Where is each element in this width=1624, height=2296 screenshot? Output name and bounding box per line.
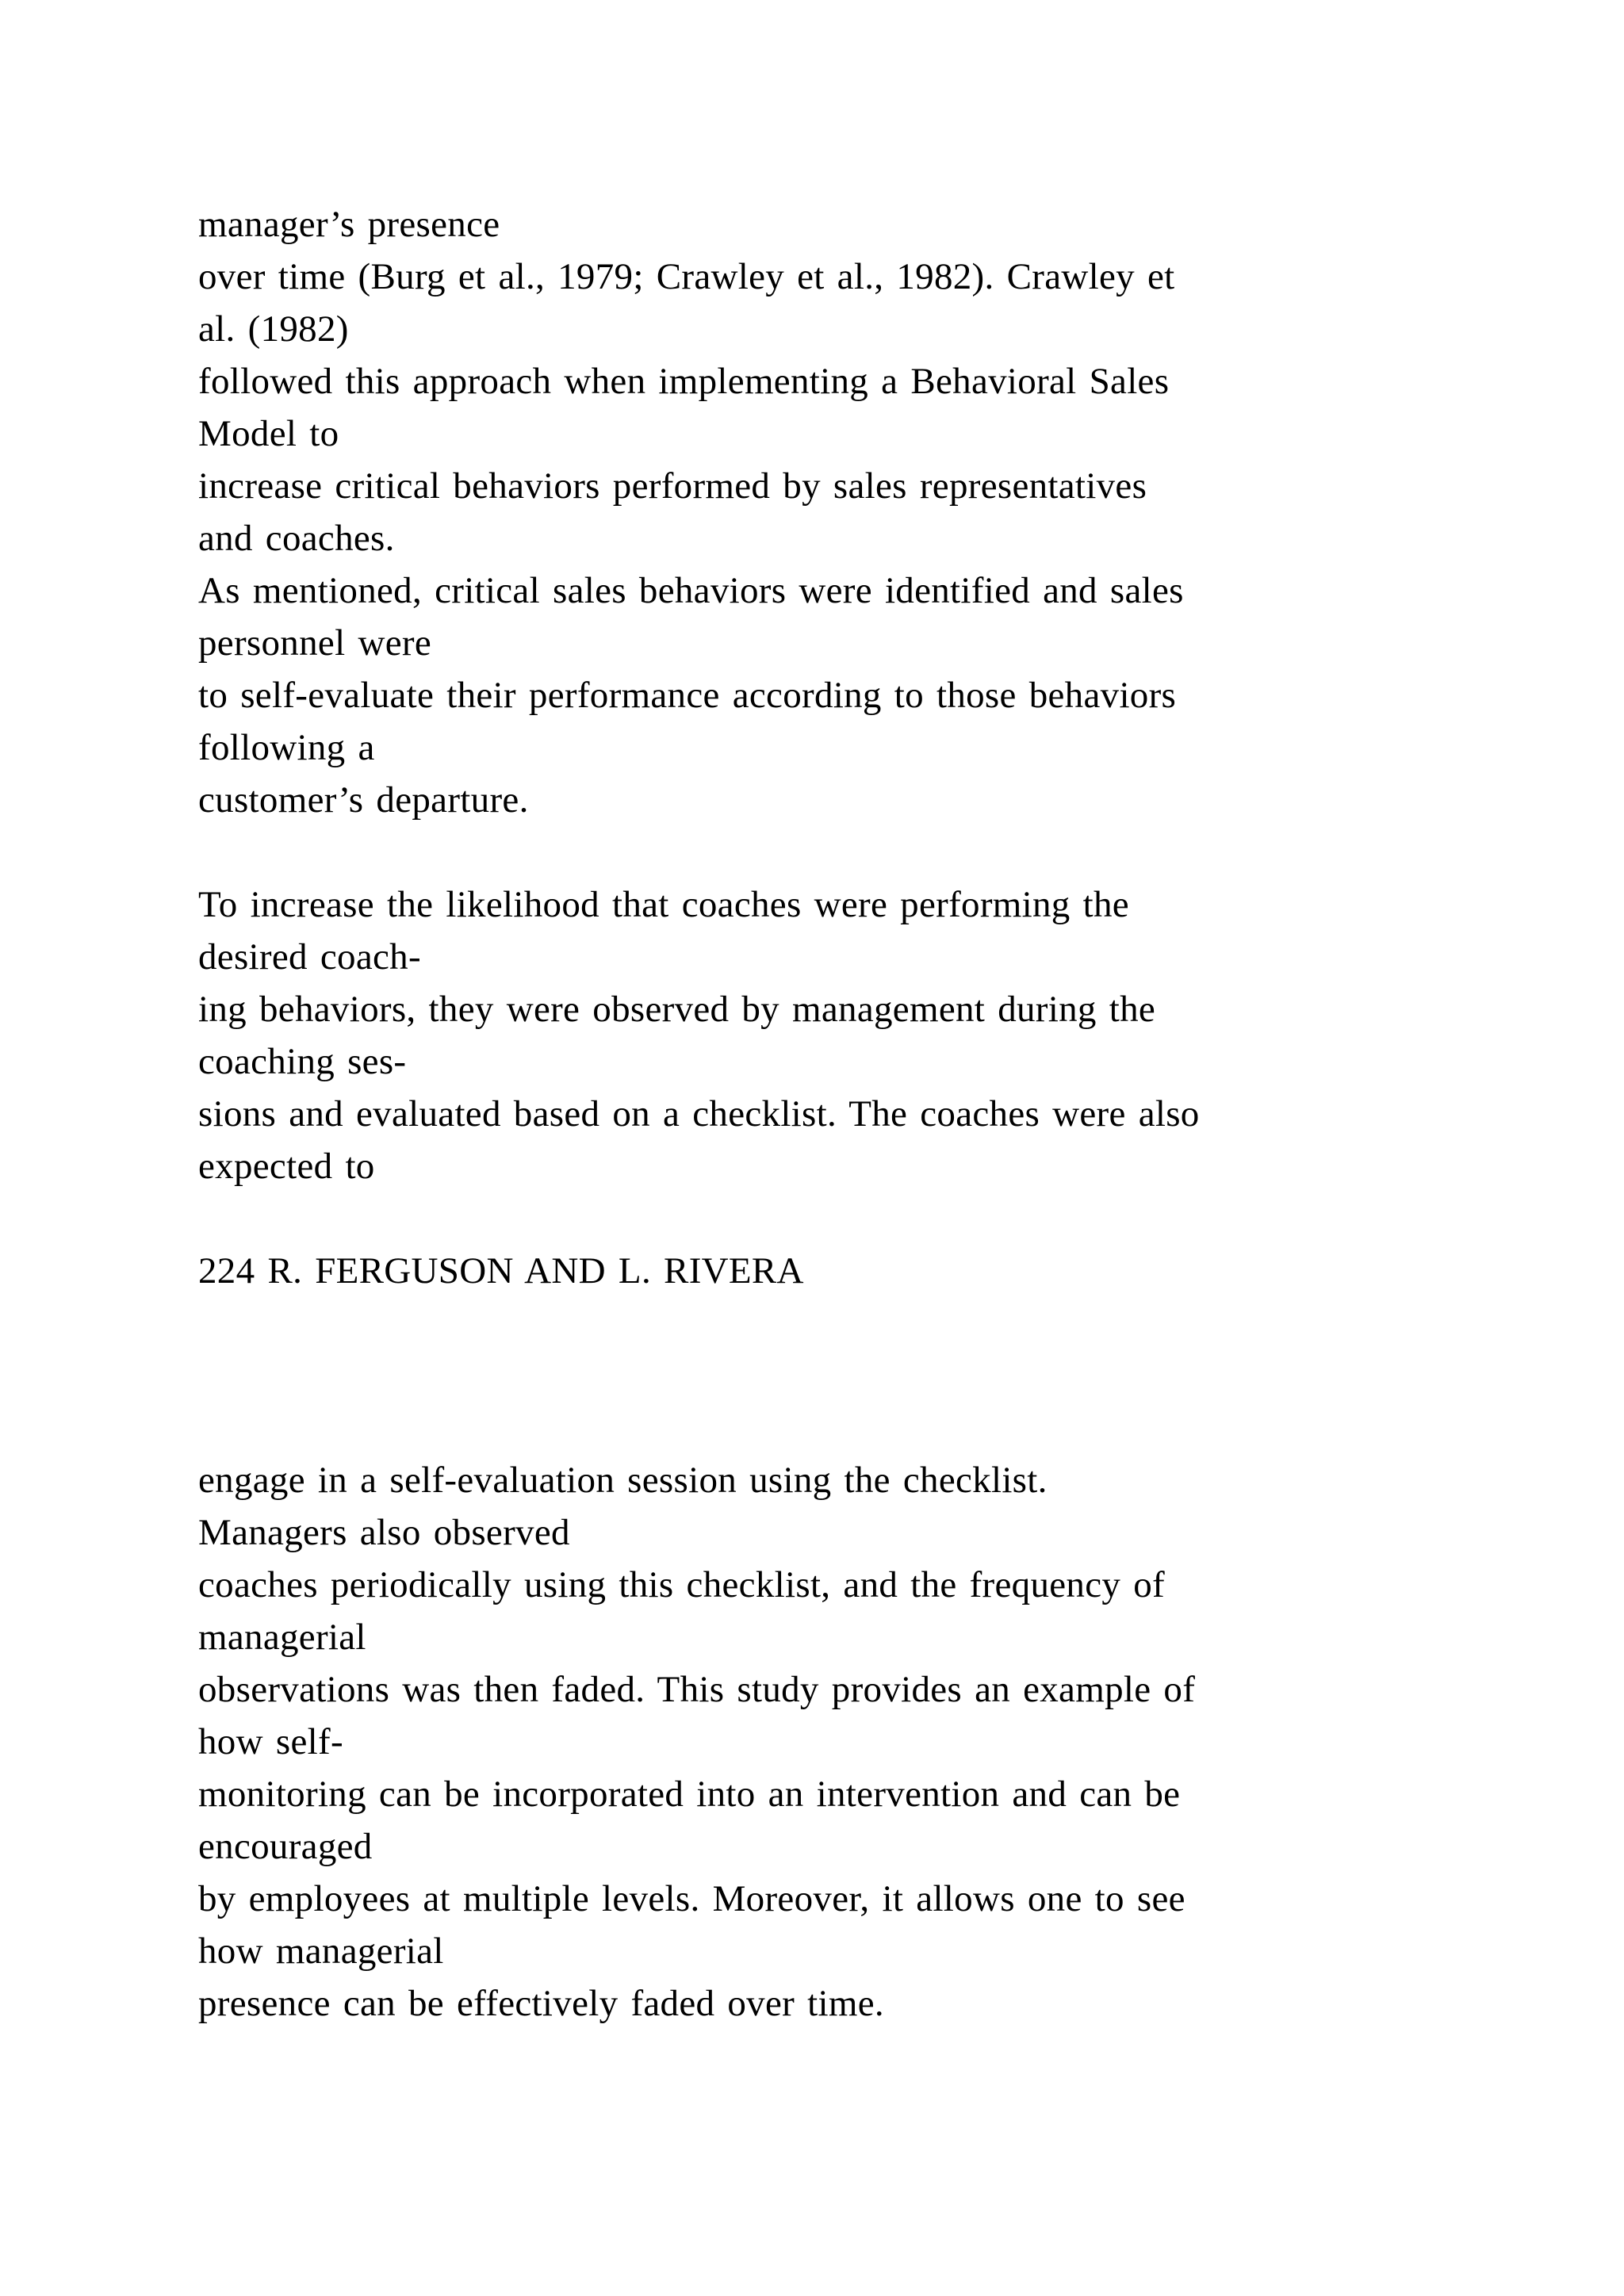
text-line: increase critical behaviors performed by sales representatives [198,465,1147,507]
text-line: presence can be effectively faded over time. [198,1983,884,2024]
text-line: manager’s presence [198,204,500,245]
text-line: To increase the likelihood that coaches were performing the [198,884,1129,925]
text-line: coaching ses- [198,1041,407,1082]
text-line: encouraged [198,1826,373,1867]
text-line: ing behaviors, they were observed by management during the [198,989,1156,1030]
text-line: Managers also observed [198,1512,570,1553]
text-line: monitoring can be incorporated into an intervention and can be [198,1774,1181,1815]
text-line: followed this approach when implementing a Behavioral Sales [198,361,1170,402]
text-line: engage in a self-evaluation session using the checklist. [198,1460,1048,1501]
text-line: over time (Burg et al., 1979; Crawley et al., 1982). Crawley et [198,256,1175,297]
text-line: how managerial [198,1931,444,1972]
text-line: to self-evaluate their performance according to those behaviors [198,675,1177,716]
text-line: expected to [198,1146,375,1187]
text-line: Model to [198,413,339,454]
text-line: coaches periodically using this checklist, and the frequency of [198,1564,1165,1605]
text-line: how self- [198,1721,343,1762]
text-line: customer’s departure. [198,779,529,821]
text-line: observations was then faded. This study provides an example of [198,1669,1196,1710]
text-line: sions and evaluated based on a checklist. The coaches were also [198,1093,1200,1135]
text-line: desired coach- [198,936,421,978]
text-line: personnel were [198,622,431,664]
text-line: by employees at multiple levels. Moreover, it allows one to see [198,1878,1185,1919]
text-line: and coaches. [198,518,395,559]
text-line: managerial [198,1617,366,1658]
text-line: As mentioned, critical sales behaviors were identified and sales [198,570,1184,611]
text-line: following a [198,727,375,768]
text-line: al. (1982) [198,308,349,350]
page-footer: 224 R. FERGUSON AND L. RIVERA [198,1250,804,1292]
